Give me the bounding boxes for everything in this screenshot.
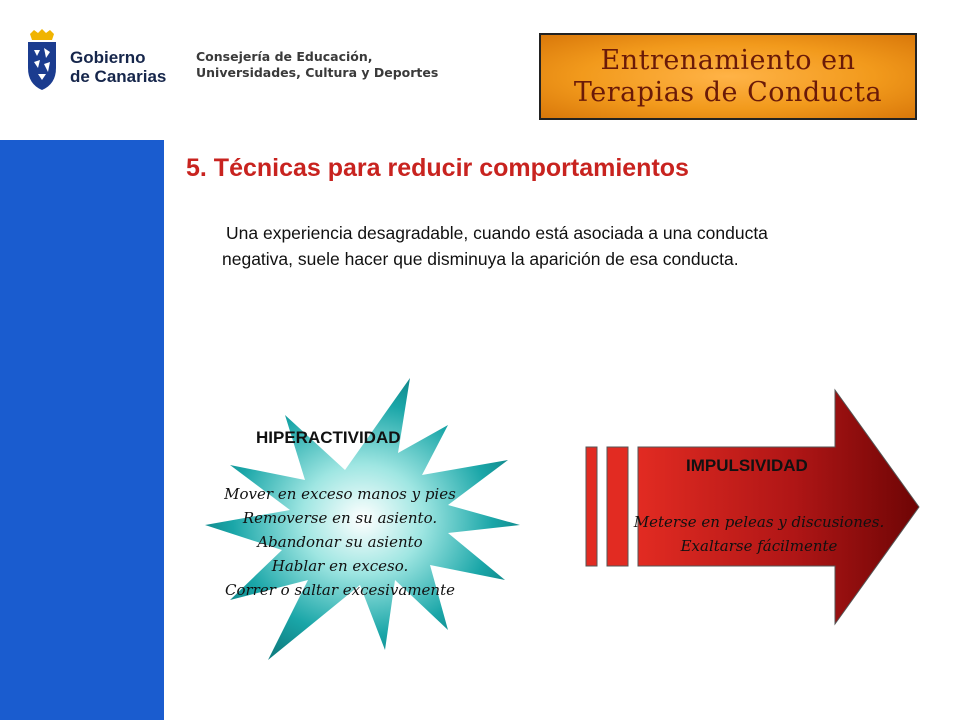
- list-item: Mover en exceso manos y pies: [224, 485, 456, 503]
- hiperactividad-title: HIPERACTIVIDAD: [256, 428, 401, 447]
- crown-shield-icon: [28, 29, 56, 90]
- list-item: Hablar en exceso.: [271, 557, 409, 575]
- banner-line1: Entrenamiento en: [600, 44, 856, 76]
- arrow-stripe-1: [586, 447, 597, 566]
- section-title: 5. Técnicas para reducir comportamientos: [186, 154, 689, 182]
- list-item: Exaltarse fácilmente: [680, 537, 838, 555]
- list-item: Abandonar su asiento: [257, 533, 423, 551]
- left-blue-bar: [0, 140, 164, 720]
- dept-line2: Universidades, Cultura y Deportes: [196, 65, 439, 80]
- impulsividad-list: [598, 510, 920, 558]
- intro-paragraph: [222, 220, 862, 272]
- department-name: [196, 49, 438, 81]
- gov-name-line1: Gobierno: [70, 48, 146, 67]
- banner-line2: Terapias de Conducta: [573, 76, 883, 108]
- gobierno-name: [70, 48, 166, 86]
- program-banner: [539, 33, 917, 120]
- list-item: Removerse en su asiento.: [242, 509, 438, 527]
- arrow-body: [638, 390, 919, 624]
- list-item: Correr o saltar excesivamente: [224, 581, 455, 599]
- intro-line1: Una experiencia desagradable, cuando está asociada a una conducta: [226, 223, 768, 243]
- impulsividad-title: IMPULSIVIDAD: [686, 456, 808, 475]
- gov-name-line2: de Canarias: [70, 67, 167, 86]
- intro-line2: negativa, suele hacer que disminuya la aparición de esa conducta.: [222, 249, 739, 269]
- list-item: Meterse en peleas y discusiones.: [633, 513, 885, 531]
- impulsividad-arrow: [585, 388, 925, 628]
- dept-line1: Consejería de Educación,: [196, 49, 373, 64]
- hiperactividad-list: [190, 482, 490, 602]
